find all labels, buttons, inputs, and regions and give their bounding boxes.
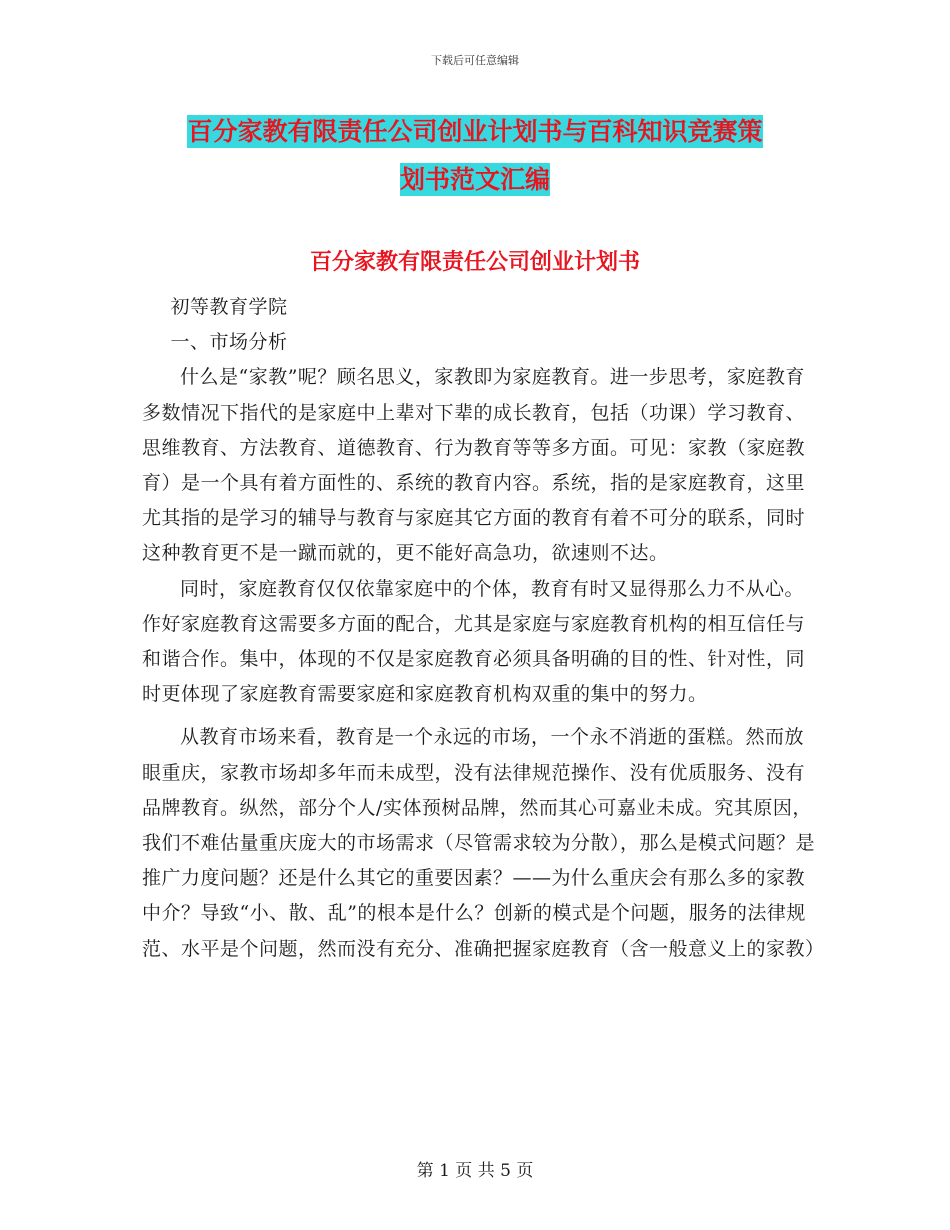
page-header-note: 下载后可任意编辑 — [431, 54, 519, 67]
section-title: 百分家教有限责任公司创业计划书 — [309, 250, 640, 275]
title-line-2: 划书范文汇编 — [399, 165, 550, 194]
document-title — [0, 108, 950, 204]
document-body — [142, 290, 825, 967]
paragraph-heading-market: 一、市场分析 — [170, 331, 288, 354]
paragraph-2: 同时，家庭教育仅仅依靠家庭中的个体，教育有时又显得那么力不从心。作好家庭教育这需要多方面的配合，尤其是家庭与家庭教育机构的相互信任与和谐合作。集中，体现的不仅是家庭教育必须具备明确的目的性、针对性，同时更体现了家庭教育需要家庭和家庭教育机构双重的集中的努力。 — [142, 577, 806, 706]
paragraph-3: 从教育市场来看，教育是一个永远的市场，一个永不消逝的蛋糕。然而放眼重庆，家教市场却多年而未成型，没有法律规范操作、没有优质服务、没有品牌教育。纵然，部分个人/实体预树品牌，然而其心可嘉业未成。究其原因，我们不难估量重庆庞大的市场需求（尽管需求较为分散），那么是模式问题？是推广力度问题？还是什么其它的重要因素？——为什么重庆会有那么多的家教中介？导致“小、散、乱”的根本是什么？创新的模式是个问题，服务的法律规范、水平是个问题，然而没有充分、准确把握家庭教育（含一般意义上的家教） — [142, 726, 825, 960]
paragraph-1: 什么是“家教”呢？顾名思义，家教即为家庭教育。进一步思考，家庭教育多数情况下指代的是家庭中上辈对下辈的成长教育，包括（功课）学习教育、思维教育、方法教育、道德教育、行为教育等等多方面。可见：家教（家庭教育）是一个具有着方面性的、系统的教育内容。系统，指的是家庭教育，这里尤其指的是学习的辅导与教育与家庭其它方面的教育有着不可分的联系，同时这种教育更不是一蹴而就的，更不能好高急功，欲速则不达。 — [142, 366, 806, 565]
page-footer: 第 1 页 共 5 页 — [416, 1161, 534, 1181]
paragraph-college: 初等教育学院 — [170, 296, 288, 318]
title-line-1: 百分家教有限责任公司创业计划书与百科知识竞赛策 — [187, 117, 763, 146]
